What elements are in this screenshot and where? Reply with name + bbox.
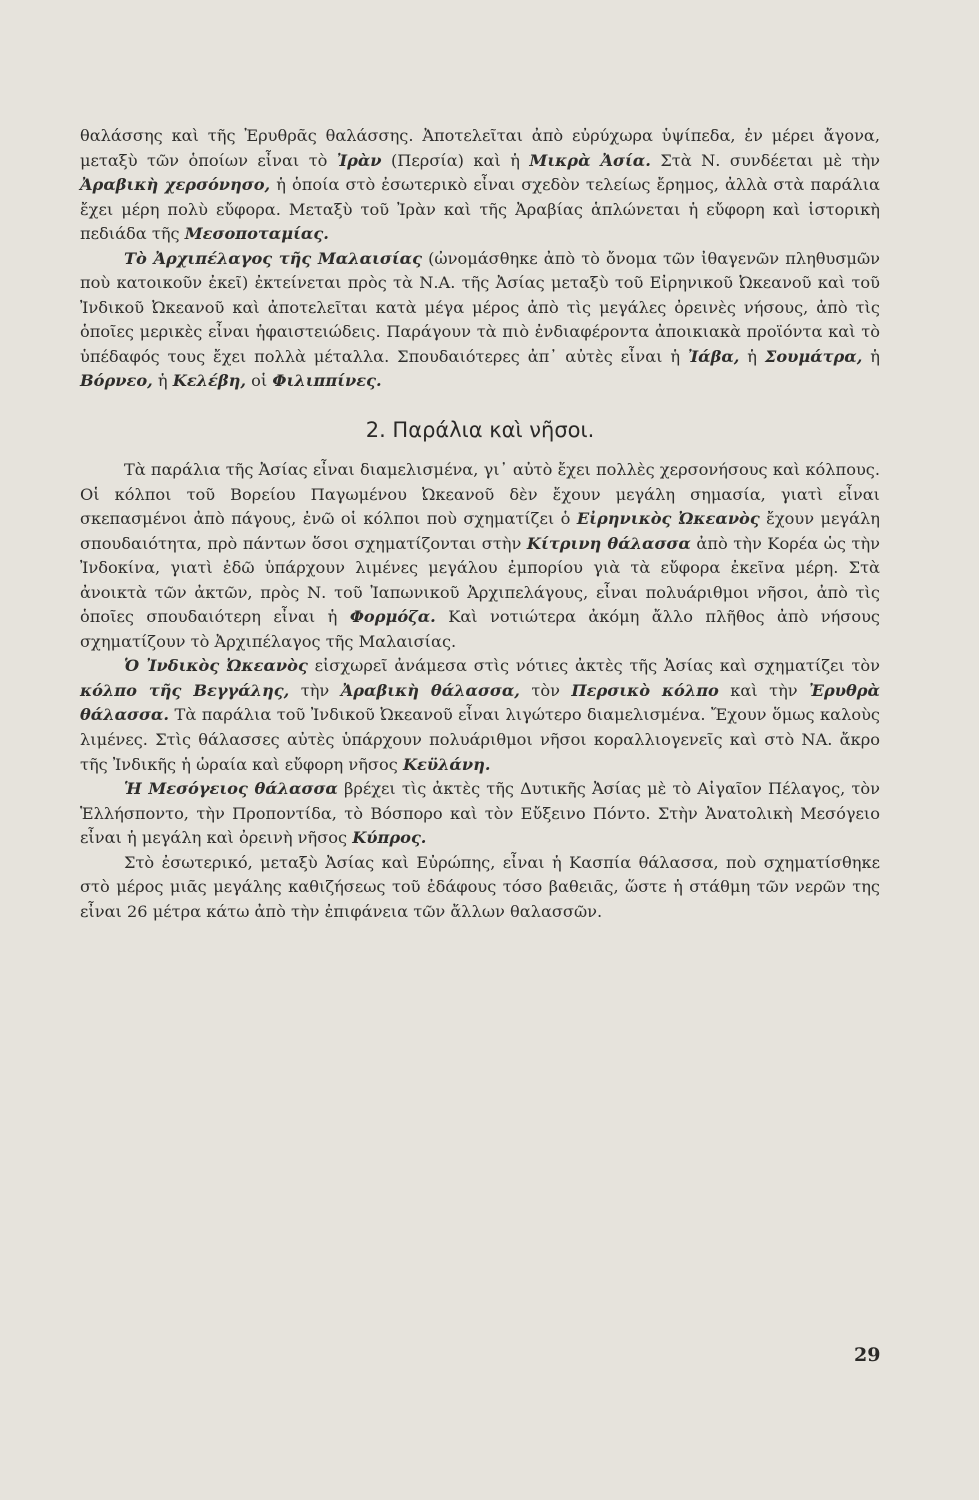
emphasized-term: Κύπρος. — [352, 828, 427, 848]
emphasized-term: Φιλιππίνες. — [272, 371, 382, 391]
emphasized-term: Ἰρὰν — [336, 150, 382, 170]
text-run: ἡ — [739, 346, 765, 366]
emphasized-term: Κίτρινη θάλασσα — [526, 533, 691, 553]
text-run: ἀπὸ τὴν Κορέα ὡς τὴν Ἰνδοκίνα, γιατὶ ἐδῶ ὑπάρχουν λιμένες μεγάλου ἐμπορίου γιὰ τὰ εὔφορα ἐκεῖνα μέρη. Στὰ ἀνοικτὰ τῶν ἀκτῶν, πρὸς Ν. τοῦ Ἰαπωνικοῦ Ἀρχιπελάγους, εἶναι πολυάριθμοι νῆσοι, ἀπὸ τὶς ὁποῖες σπουδαιότερη εἶναι ἡ — [80, 533, 880, 627]
emphasized-term: Φορμόζα. — [349, 607, 436, 627]
emphasized-term: Τὸ Ἀρχιπέλαγος τῆς Μαλαισίας — [124, 248, 422, 268]
text-run: βρέχει τὶς ἀκτὲς τῆς Δυτικῆς Ἀσίας μὲ τὸ Αἰγαῖον Πέλαγος, τὸν Ἑλλήσποντο, τὴν Προποντίδα, τὸ Βόσπορο καὶ τὸν Εὔξεινο Πόντο. Στὴν Ἀνατολικὴ Μεσόγειο εἶναι ἡ μεγάλη καὶ ὀρεινὴ νῆσος — [80, 779, 880, 848]
text-run: Τὰ παράλια τῆς Ἀσίας εἶναι διαμελισμένα, γι᾽ αὐτὸ ἔχει πολλὲς χερσονήσους καὶ κόλπους. Οἱ κόλποι τοῦ Βορείου Παγωμένου Ὠκεανοῦ δὲν ἔχουν μεγάλη σημασία, γιατὶ εἶναι σκεπασμένοι ἀπὸ πάγους, ἐνῶ οἱ κόλποι ποὺ σχηματίζει ὁ — [80, 460, 880, 529]
emphasized-term: Σουμάτρα, — [764, 346, 863, 366]
text-run: καὶ τὴν — [718, 680, 810, 700]
emphasized-term: Ὁ Ἰνδικὸς Ὠκεανὸς — [124, 656, 308, 676]
text-run: ἡ — [152, 371, 173, 391]
text-run: οἱ — [246, 371, 273, 391]
text-run: Τὰ παράλια τοῦ Ἰνδικοῦ Ὠκεανοῦ εἶναι λιγώτερο διαμελισμένα. Ἔχουν ὅμως καλοὺς λιμένες. Στὶς θάλασσες αὐτὲς ὑπάρχουν πολυάριθμοι νῆσοι κοραλλιογενεῖς καὶ στὸ ΝΑ. ἄκρο τῆς Ἰνδικῆς ἡ ὡραία καὶ εὔφορη νῆσος — [80, 705, 880, 774]
paragraph — [80, 247, 880, 394]
text-run: Καὶ νοτιώτερα ἀκόμη ἄλλο πλῆθος ἀπὸ νήσους σχηματίζουν τὸ Ἀρχιπέλαγος τῆς Μαλαισίας. — [80, 607, 880, 651]
paragraph — [80, 124, 880, 247]
emphasized-term: Ἐρυθρὰ θάλασσα. — [80, 680, 880, 725]
text-run: (Περσία) καὶ ἡ — [381, 150, 530, 170]
text-run: τὸν — [519, 680, 572, 700]
paragraph — [80, 458, 880, 654]
section-heading: 2. Παράλια καὶ νῆσοι. — [365, 418, 595, 443]
emphasized-term: Ἀραβικὴ χερσόνησο, — [80, 175, 271, 195]
text-run: θαλάσσης καὶ τῆς Ἐρυθρᾶς θαλάσσης. Ἀποτελεῖται ἀπὸ εὐρύχωρα ὑψίπεδα, ἐν μέρει ἄγονα, μεταξὺ τῶν ὁποίων εἶναι τὸ — [80, 126, 880, 170]
text-run: Στὰ Ν. συνδέεται μὲ τὴν — [650, 150, 881, 170]
text-run: ἡ ὁποία στὸ ἐσωτερικὸ εἶναι σχεδὸν τελείως ἔρημος, ἀλλὰ στὰ παράλια ἔχει μέρη πολὺ εὔφορα. Μεταξὺ τοῦ Ἰρὰν καὶ τῆς Ἀραβίας ἁπλώνεται ἡ εὔφορη καὶ ἱστορικὴ πεδιάδα τῆς — [80, 175, 880, 244]
text-run: (ὠνομάσθηκε ἀπὸ τὸ ὄνομα τῶν ἰθαγενῶν πληθυσμῶν ποὺ κατοικοῦν ἐκεῖ) ἐκτείνεται πρὸς τὰ Ν.Α. τῆς Ἀσίας μεταξὺ τοῦ Εἰρηνικοῦ Ὠκεανοῦ καὶ τοῦ Ἰνδικοῦ Ὠκεανοῦ καὶ ἀποτελεῖται κατὰ μέγα μέρος ἀπὸ τὶς μεγάλες ὀρεινὲς νήσους, ἀπὸ τὶς ὁποῖες μερικὲς εἶναι ἡφαιστειώδεις. Παράγουν τὰ πιὸ ἐνδιαφέροντα ἀποικιακὰ προϊόντα καὶ τὸ ὑπέδαφός τους ἔχει πολλὰ μέταλλα. Σπουδαιότερες ἀπ᾽ αὐτὲς εἶναι ἡ — [80, 248, 880, 366]
text-run: Στὸ ἐσωτερικό, μεταξὺ Ἀσίας καὶ Εὐρώπης, εἶναι ἡ Κασπία θάλασσα, ποὺ σχηματίσθηκε στὸ μέρος μιᾶς μεγάλης καθιζήσεως τοῦ ἐδάφους τόσο βαθειᾶς, ὥστε ἡ στάθμη τῶν νερῶν της εἶναι 26 μέτρα κάτω ἀπὸ τὴν ἐπιφάνεια τῶν ἄλλων θαλασσῶν. — [80, 852, 880, 921]
emphasized-term: Μικρὰ Ἀσία. — [529, 150, 651, 170]
emphasized-term: Ἰάβα, — [687, 346, 740, 366]
text-run: ἔχουν μεγάλη σπουδαιότητα, πρὸ πάντων ὅσοι σχηματίζονται στὴν — [80, 509, 880, 553]
paragraph — [80, 851, 880, 925]
page-number: 29 — [854, 1344, 881, 1366]
emphasized-term: Περσικὸ κόλπο — [571, 680, 719, 700]
text-run: εἰσχωρεῖ ἀνάμεσα στὶς νότιες ἀκτὲς τῆς Ἀσίας καὶ σχηματίζει τὸν — [307, 656, 880, 676]
text-run: ἡ — [862, 346, 880, 366]
body-text — [80, 124, 880, 924]
emphasized-term: Εἰρηνικὸς Ὠκεανὸς — [576, 509, 760, 529]
emphasized-term: Κεϋλάνη. — [402, 754, 491, 774]
paragraph — [80, 777, 880, 851]
emphasized-term: κόλπο τῆς Βεγγάλης, — [80, 680, 290, 700]
paragraph — [80, 654, 880, 777]
emphasized-term: Ἡ Μεσόγειος θάλασσα — [124, 779, 338, 799]
emphasized-term: Βόρνεο, — [80, 371, 153, 391]
text-run: τὴν — [289, 680, 341, 700]
emphasized-term: Μεσοποταμίας. — [184, 224, 329, 244]
emphasized-term: Κελέβη, — [172, 371, 247, 391]
emphasized-term: Ἀραβικὴ θάλασσα, — [340, 680, 520, 700]
